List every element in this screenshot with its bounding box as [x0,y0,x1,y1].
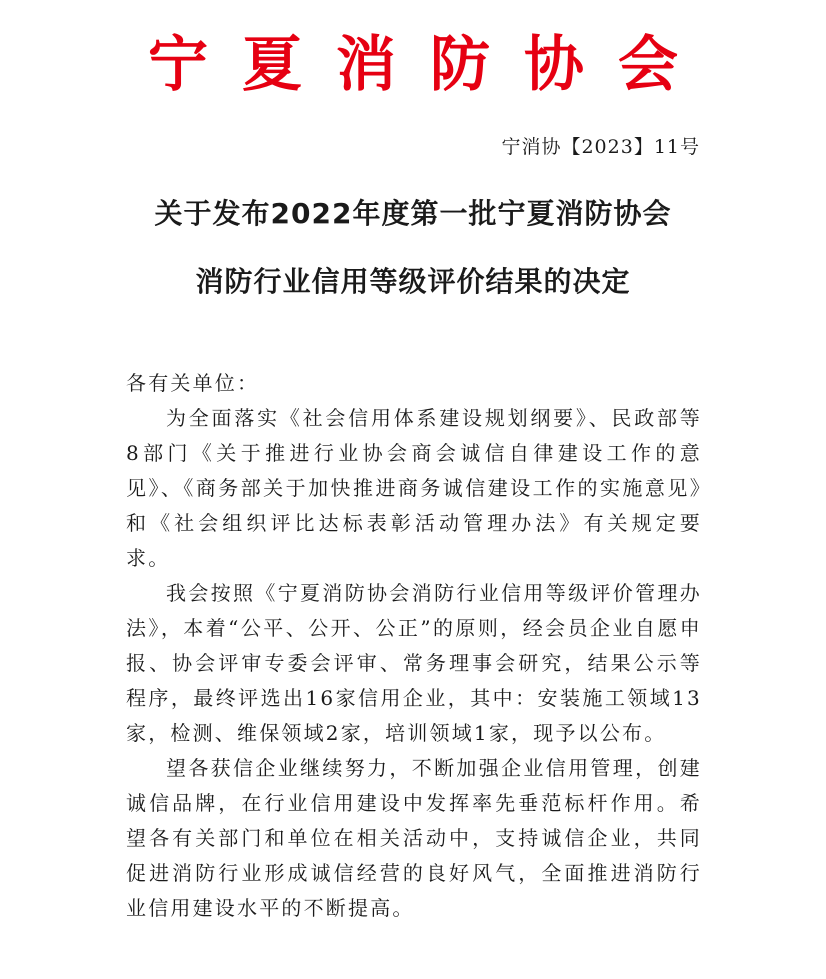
body-paragraph-3: 望各获信企业继续努力，不断加强企业信用管理，创建诚信品牌，在行业信用建设中发挥率先垂范标杆作用。希望各有关部门和单位在相关活动中，支持诚信企业，共同促进消防行业形成诚信经营的良好风气，全面推进消防行业信用建设水平的不断提高。 [126,756,702,920]
body-paragraph-2: 我会按照《宁夏消防协会消防行业信用等级评价管理办法》，本着“公平、公开、公正”的原则，经会员企业自愿申报、协会评审专委会评审、常务理事会研究，结果公示等程序，最终评选出16家信用企业，其中：安装施工领域13家，检测、维保领域2家，培训领域1家，现予以公布。 [126,581,702,745]
masthead-organization-name: 宁夏消防协会 [148,30,712,100]
document-number: 宁消协【2023】11号 [501,136,700,158]
body-paragraph-1: 为全面落实《社会信用体系建设规划纲要》、民政部等8部门《关于推进行业协会商会诚信自律建设工作的意见》、《商务部关于加快推进商务诚信建设工作的实施意见》和《社会组织评比达标表彰活动管理办法》有关规定要求。 [126,406,702,570]
document-title-line-1: 关于发布2022年度第一批宁夏消防协会 [154,197,672,230]
document-title-line-2: 消防行业信用等级评价结果的决定 [195,265,631,298]
salutation: 各有关单位： [126,371,260,395]
document-body [126,366,702,926]
